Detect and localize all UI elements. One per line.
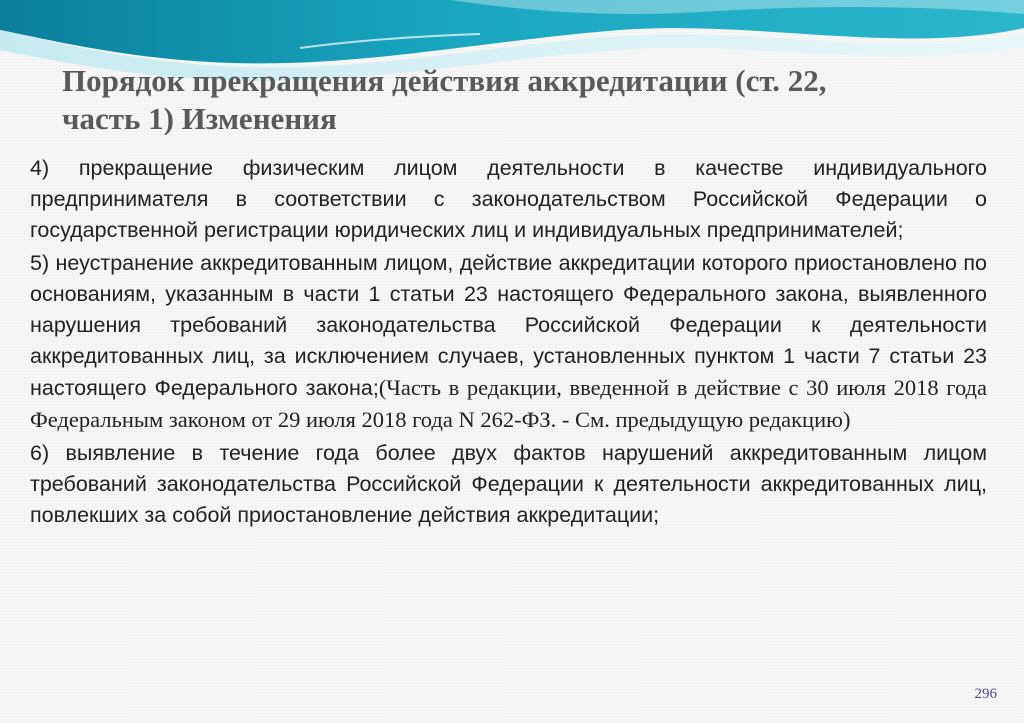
list-item [30,153,987,248]
title-line-2: часть 1) Изменения [62,101,337,136]
list-item [30,248,987,438]
title-line-1: Порядок прекращения действия аккредитации (ст. 22, [62,63,827,98]
paragraph-5-text: 5) неустранение аккредитованным лицом, действие аккредитации которого приостановлено по основаниям, указанным в части 1 статьи 23 настоящего Федерального закона, выявленного нарушения требований законодательства Российской Федерации к деятельности аккредитованных лиц, за исключением случаев, установленных пунктом 1 части 7 статьи 23 настоящего Федерального закона; [30,251,987,400]
slide-number: 296 [974,686,997,702]
slide-body [30,153,987,533]
page-title [62,62,962,138]
list-item [30,438,987,533]
paragraph-4-text: 4) прекращение физическим лицом деятельности в качестве индивидуального предпринимателя в соответствии с законодательством Российской Федерации о государственной регистрации юридических лиц и индивидуальных предпринимателей; [30,156,987,242]
paragraph-6-text: 6) выявление в течение года более двух фактов нарушений аккредитованным лицом требований законодательства Российской Федерации к деятельности аккредитованных лиц, повлекших за собой приостановление действия аккредитации; [30,441,987,527]
paragraph-5-edition-note: (Часть в редакции, введенной в действие с 30 июля 2018 года Федеральным законом от 29 июля 2018 года N 262-ФЗ. - См. предыдущую редакцию) [30,375,987,432]
